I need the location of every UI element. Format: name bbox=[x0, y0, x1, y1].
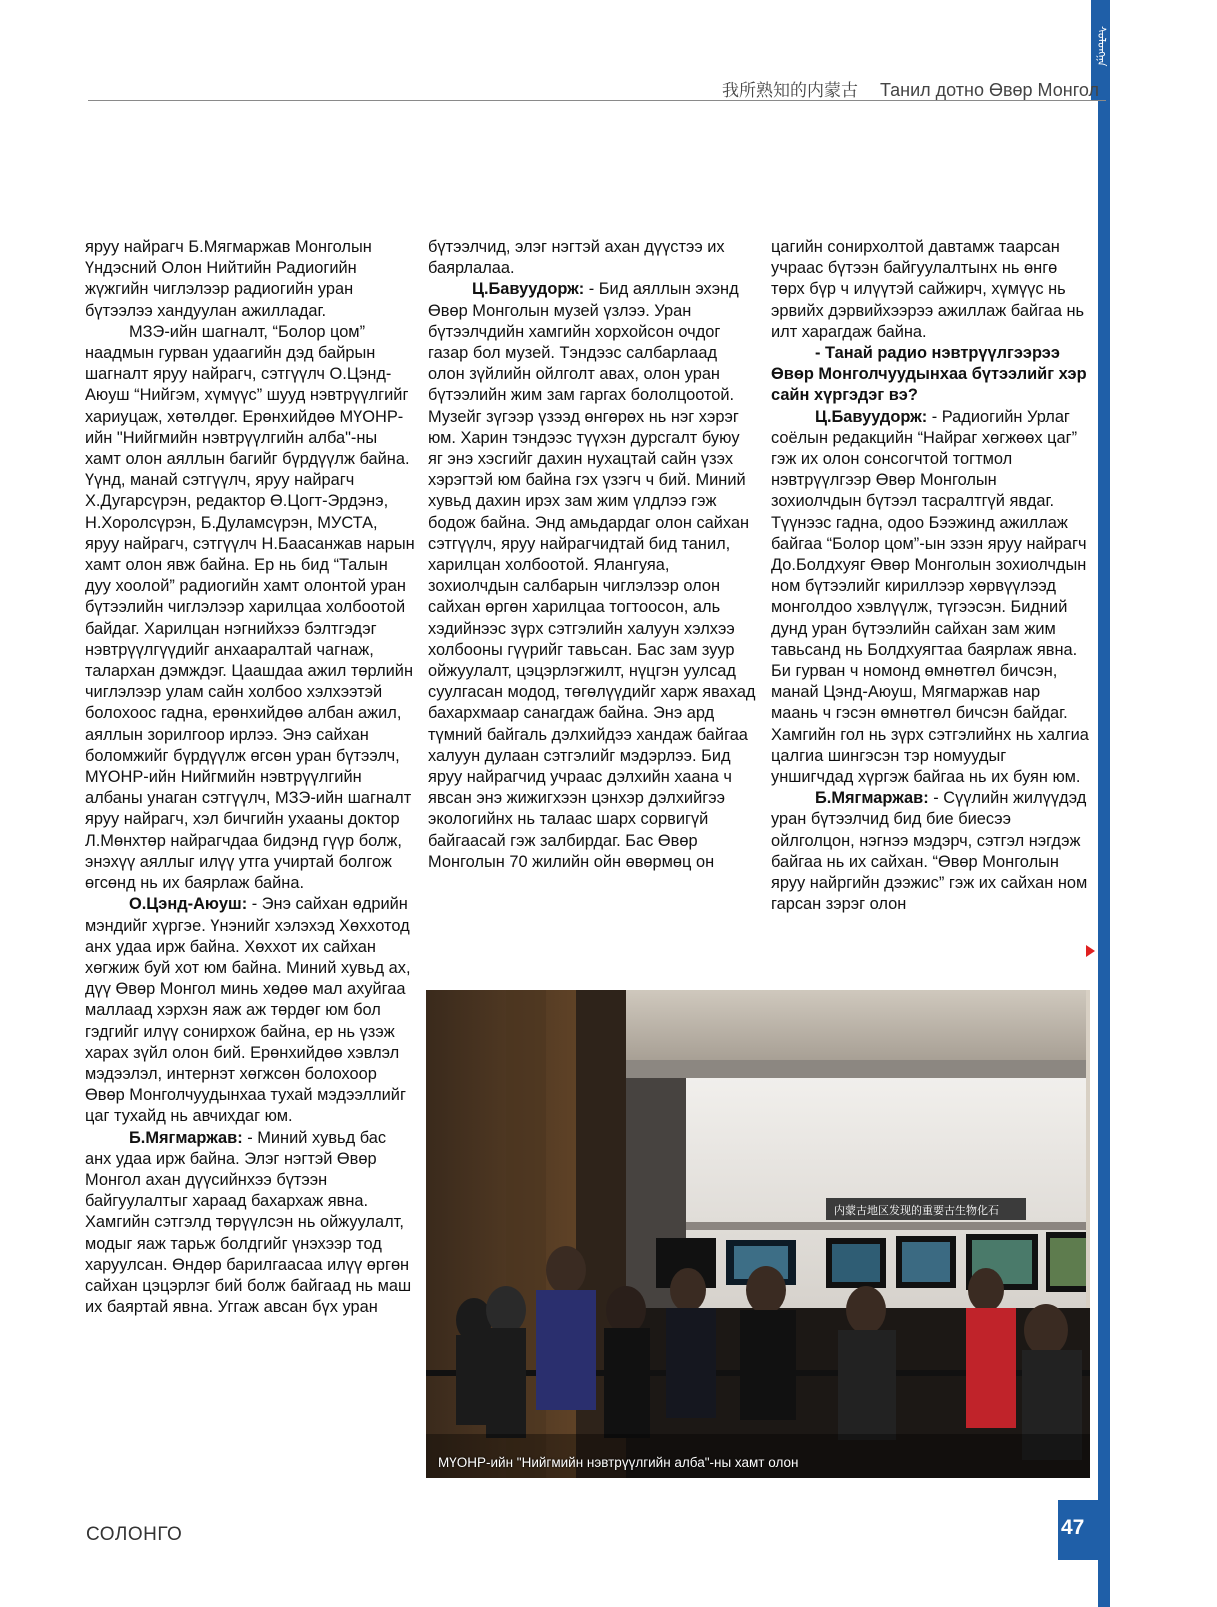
paragraph bbox=[428, 279, 758, 873]
paragraph bbox=[771, 788, 1091, 915]
paragraph-text: МЗЭ-ийн шагналт, “Болор цом” наадмын гурван удаагийн дэд байрын шагналт яруу найрагч, сэтгүүлч О.Цэнд-Аюуш “Нийгэм, хүмүүс” шууд нэвтрүүлгийг хариуцаж, хөтөлдөг. Ерөнхийдөө МҮОНР-ийн "Нийгмийн нэвтрүүлгийн алба"-ны хамт олон аяллын багийг бүрдүүлж байна. Үүнд, манай сэтгүүлч, яруу найрагч Х.Дугарсүрэн, редактор Ө.Цогт-Эрдэнэ, Н.Хоролсүрэн, Б.Дуламсүрэн, МУСТА, яруу найрагч, сэтгүүлч Н.Баасанжав нарын хамт олон явж байна. Ер нь бид “Талын дуу хоолой” радиогийн хамт олонтой уран бүтээлийн чиглэлээр харилцаа холбоотой байдаг. Харилцан нэгнийхээ бэлтгэдэг нэвтрүүлгүүдийг анхааралтай чагнаж, талархан дэмждэг. Цаашдаа ажил төрлийн чиглэлээр улам сайн холбоо хэлхээтэй болохоос гадна, ерөнхийдөө албан ажил, аяллын зорилгоор ирлээ. Энэ сайхан боломжийг бүрдүүлж өгсөн уран бүтээлч, МҮОНР-ийн Нийгмийн нэвтрүүлгийн албаны унаган сэтгүүлч, МЗЭ-ийн шагналт яруу найрагч, хэл бичгийн ухааны доктор Л.Мөнхтөр найрагчдаа бидэнд гүүр болж, энэхүү аяллыг илүү утга учиртай болгож өгсөнд нь их баярлаж байна. bbox=[85, 322, 415, 893]
header-chinese-title: 我所熟知的内蒙古 bbox=[721, 81, 858, 101]
paragraph bbox=[771, 343, 1091, 407]
paragraph-text: цагийн сонирхолтой давтамж таарсан учраас бүтээн байгуулалтынх нь өнгө төрх бүр ч илүүтэй сайжирч, хүмүүс нь эрвийх дэрвийхээрээ ажиллаж байгаа нь илт харагдаж байна. bbox=[771, 238, 1085, 341]
text-column-1 bbox=[85, 237, 415, 1318]
paragraph bbox=[85, 894, 415, 1127]
speaker-name: Б.Мягмаржав: bbox=[129, 1128, 243, 1147]
paragraph-text: - Бид аяллын эхэнд Өвөр Монголын музей үзлээ. Уран бүтээлчдийн хамгийн хорхойсон очдог газар бол музей. Тэндээс салбарлаад олон зүйлийн ойлголт авах, олон уран бүтээлийн жим зам гаргах бололцоотой. Музейг зүгээр үзээд өнгөрөх нь нэг хэрэг юм. Харин тэндээс түүхэн дурсгалт буюу яг энэ хэсгийг дахин нухацтай сайн үзэх хэрэгтэй юм байна гэх үзэгч ч бий. Миний хувьд дахин ирэх зам жим үлдлээ гэж бодож байна. Энд амьдардаг олон сайхан сэтгүүлч, яруу найрагчидтай бид танил, харилцан холбоотой. Ялангуяа, зохиолчдын салбарын чиглэлээр олон сайхан өргөн харилцаа тогтоосон, аль хэдийнээс зүрх сэтгэлийн халуун хэлхээ холбооны гүүрийг тавьсан. Бас зам зуур ойжуулалт, цэцэрлэгжилт, нүцгэн уулсад суулгасан модод, төгөлүүдийг харж явахад бахархмаар санагдаж байна. Энэ ард түмний байгаль дэлхийдээ хандаж байгаа халуун дулаан сэтгэлийг мэдэрлээ. Бид яруу найрагчид учраас дэлхийн хаана ч явсан энэ жижигхээн цэнхэр дэлхийгээ экологийнх нь талаас шарх сорвигүй байгаасай гэж залбирдаг. Бас Өвөр Монголын 70 жилийн ойн өвөрмөц он bbox=[428, 280, 756, 871]
speaker-name: Ц.Бавуудорж: bbox=[815, 407, 928, 426]
paragraph-text: бүтээлчид, элэг нэгтэй ахан дүүстээ их баярлалаа. bbox=[428, 238, 725, 278]
paragraph-text: яруу найрагч Б.Мягмаржав Монголын Үндэсний Олон Нийтийн Радиогийн жүжгийн чиглэлээр радиогийн уран бүтээлээ хандуулан ажилладаг. bbox=[85, 238, 372, 320]
side-strip bbox=[1098, 100, 1110, 1607]
paragraph bbox=[771, 237, 1091, 343]
paragraph bbox=[85, 1128, 415, 1319]
speaker-name: - Танай радио нэвтрүүлгээрээ Өвөр Монголчуудынхаа бүтээлийг хэр сайн хүргэдэг вэ? bbox=[771, 344, 1087, 405]
paragraph bbox=[85, 237, 415, 322]
magazine-name: СОЛОНГО bbox=[86, 1524, 183, 1545]
paragraph-text: - Энэ сайхан өдрийн мэндийг хүргэе. Үнэнийг хэлэхэд Хөххотод анх удаа ирж байна. Хөххот их сайхан хөгжиж буй хот юм байна. Миний хувьд ах, дүү Өвөр Монгол минь хөдөө мал ахуйгаа маллаад хэрхэн яаж аж төрдөг юм бол гэдгийг илүү сонирхож байна, ер нь үзэж харах зүйл олон бий. Ерөнхийдөө хэвлэл мэдээлэл, интернэт хөгжсөн болохоор Өвөр Монголчуудынхаа тухай мэдээллийг цаг тухайд нь авчихдаг юм. bbox=[85, 895, 411, 1126]
paragraph-text: - Миний хувьд бас анх удаа ирж байна. Элэг нэгтэй Өвөр Монгол ахан дүүсийнхээ бүтээн байгуулалтыг хараад бахархаж явна. Хамгийн сэтгэлд төрүүлсэн нь ойжуулалт, модыг яаж тарьж болдгийг үнэхээр тод харуулсан. Өндөр барилгаасаа илүү өргөн сайхан цэцэрлэг бий болж байгаад нь маш их баяртай явна. Уггаж авсан бүх уран bbox=[85, 1128, 412, 1317]
header-mongolian-title: Танил дотно Өвөр Монгол bbox=[879, 80, 1099, 100]
speaker-name: О.Цэнд-Аюуш: bbox=[129, 895, 248, 914]
paragraph-text: - Радиогийн Урлаг соёлын редакцийн “Найраг хөгжөөх цаг” гэж их олон сонсогчтой тогтмол нэвтрүүлгээр Өвөр Монголын зохиолчдын бүтээл тасралтгүй явдаг. Түүнээс гадна, одоо Бээжинд ажиллаж байгаа “Болор цом”-ын эзэн яруу найрагч До.Болдхуяг Өвөр Монголын зохиолчдын ном бүтээлийг кириллээр хөрвүүлээд монголдоо хэвлүүлж, түгээсэн. Бидний дунд уран бүтээлийн сайхан зам жим тавьсанд нь Болдхуягтаа баярлаж явна. Би гурван ч номонд өмнөтгөл бичсэн, манай Цэнд-Аюуш, Мягмаржав нар маань ч гэсэн өмнөтгөл бичсэн байдаг. Хамгийн гол нь зүрх сэтгэлийнх нь халгиа цалгиа шингэсэн тэр номуудыг уншигчдад хүргэж байгаа нь их буян юм. bbox=[771, 407, 1089, 787]
side-script: ᠰᠣᠯᠣᠩᠭᠠ bbox=[1095, 26, 1107, 67]
speaker-name: Ц.Бавуудорж: bbox=[472, 280, 585, 299]
text-column-2 bbox=[428, 237, 758, 873]
page-number: 47 bbox=[1061, 1516, 1085, 1539]
continue-arrow-icon bbox=[1086, 945, 1095, 957]
photo-caption: МҮОНР-ийн "Нийгмийн нэвтрүүлгийн алба"-ны хамт олон bbox=[438, 1455, 799, 1470]
text-column-3 bbox=[771, 237, 1091, 916]
paragraph bbox=[771, 407, 1091, 789]
paragraph-text: - Сүүлийн жилүүдэд уран бүтээлчид бид бие биесээ ойлголцон, нэгнээ мэдэрч, сэтгэл нэгдэж байгаа нь их сайхан. “Өвөр Монголын яруу найргийн дээжис” гэж их сайхан ном гарсан зэрэг олон bbox=[771, 789, 1088, 914]
speaker-name: Б.Мягмаржав: bbox=[815, 789, 929, 808]
banner-text: 内蒙古地区发现的重要古生物化石 bbox=[834, 1204, 999, 1217]
paragraph bbox=[85, 322, 415, 894]
header-rule bbox=[88, 100, 1106, 101]
paragraph bbox=[428, 237, 758, 279]
running-header bbox=[722, 76, 1099, 101]
group-photo bbox=[426, 990, 1090, 1478]
